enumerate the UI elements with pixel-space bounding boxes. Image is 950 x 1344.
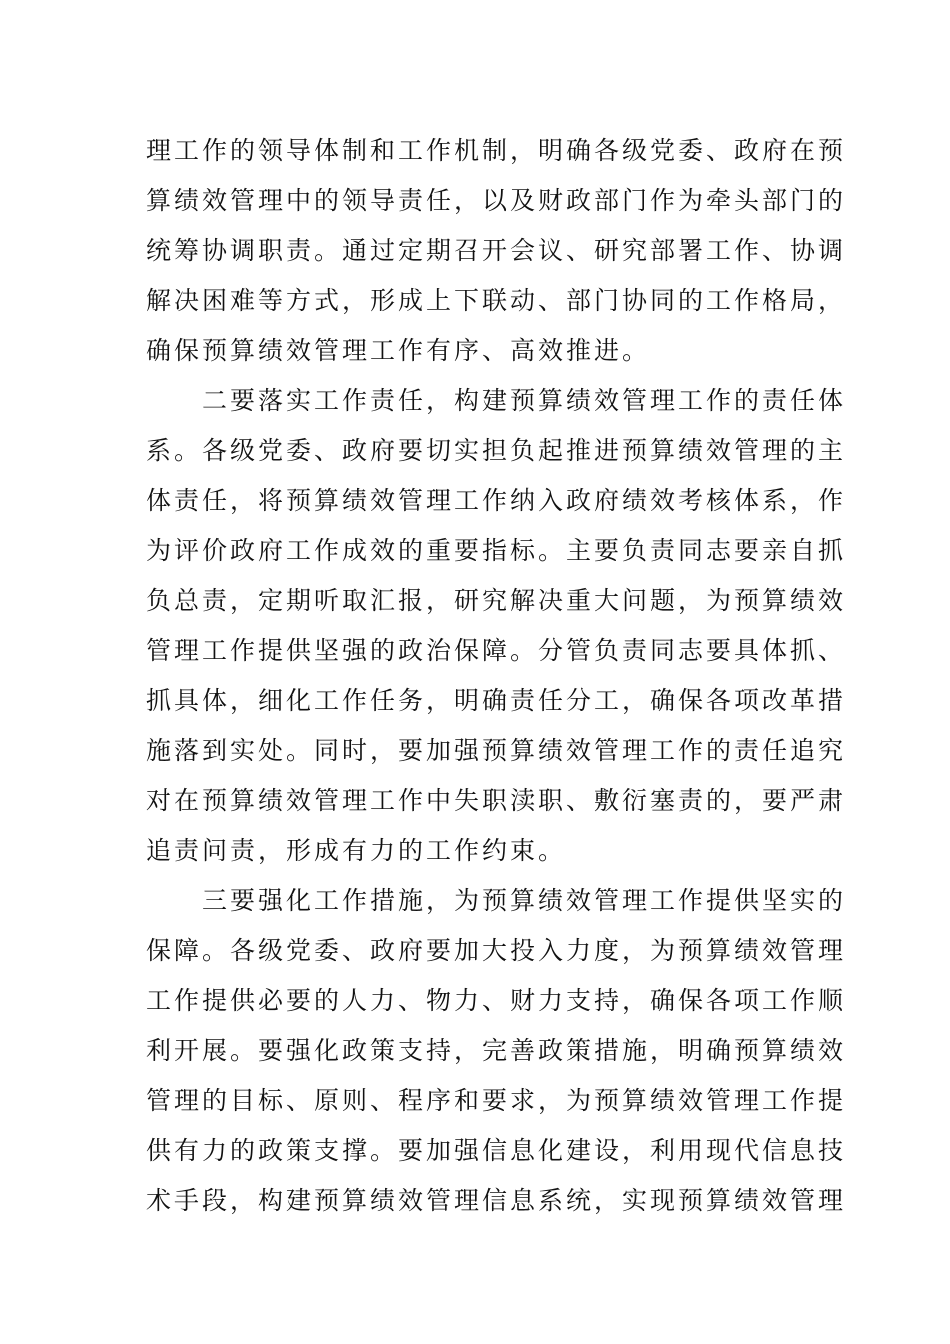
text-line: 统筹协调职责。通过定期召开会议、研究部署工作、协调	[146, 236, 847, 265]
text-line: 管理的目标、原则、程序和要求，为预算绩效管理工作提	[146, 1086, 847, 1115]
text-line: 管理工作提供坚强的政治保障。分管负责同志要具体抓、	[146, 636, 847, 665]
text-line: 术手段，构建预算绩效管理信息系统，实现预算绩效管理	[146, 1186, 847, 1215]
text-line: 确保预算绩效管理工作有序、高效推进。	[146, 336, 651, 365]
text-line: 算绩效管理中的领导责任，以及财政部门作为牵头部门的	[146, 186, 847, 215]
text-line: 施落到实处。同时，要加强预算绩效管理工作的责任追究	[146, 736, 847, 765]
text-line: 负总责，定期听取汇报，研究解决重大问题，为预算绩效	[146, 586, 847, 615]
text-line: 保障。各级党委、政府要加大投入力度，为预算绩效管理	[146, 936, 847, 965]
text-line: 为评价政府工作成效的重要指标。主要负责同志要亲自抓	[146, 536, 847, 565]
text-line: 追责问责，形成有力的工作约束。	[146, 836, 567, 865]
text-line: 利开展。要强化政策支持，完善政策措施，明确预算绩效	[146, 1036, 847, 1065]
text-line: 供有力的政策支撑。要加强信息化建设，利用现代信息技	[146, 1136, 847, 1165]
text-line: 体责任，将预算绩效管理工作纳入政府绩效考核体系，作	[146, 486, 847, 515]
document-body	[146, 126, 847, 1226]
paragraph-start-line: 三要强化工作措施，为预算绩效管理工作提供坚实的	[202, 886, 847, 915]
text-line: 工作提供必要的人力、物力、财力支持，确保各项工作顺	[146, 986, 847, 1015]
paragraph-start-line: 二要落实工作责任，构建预算绩效管理工作的责任体	[202, 386, 847, 415]
text-line: 抓具体，细化工作任务，明确责任分工，确保各项改革措	[146, 686, 847, 715]
text-line: 系。各级党委、政府要切实担负起推进预算绩效管理的主	[146, 436, 847, 465]
text-line: 解决困难等方式，形成上下联动、部门协同的工作格局，	[146, 286, 847, 315]
text-line: 理工作的领导体制和工作机制，明确各级党委、政府在预	[146, 136, 847, 165]
text-line: 对在预算绩效管理工作中失职渎职、敷衍塞责的，要严肃	[146, 786, 847, 815]
